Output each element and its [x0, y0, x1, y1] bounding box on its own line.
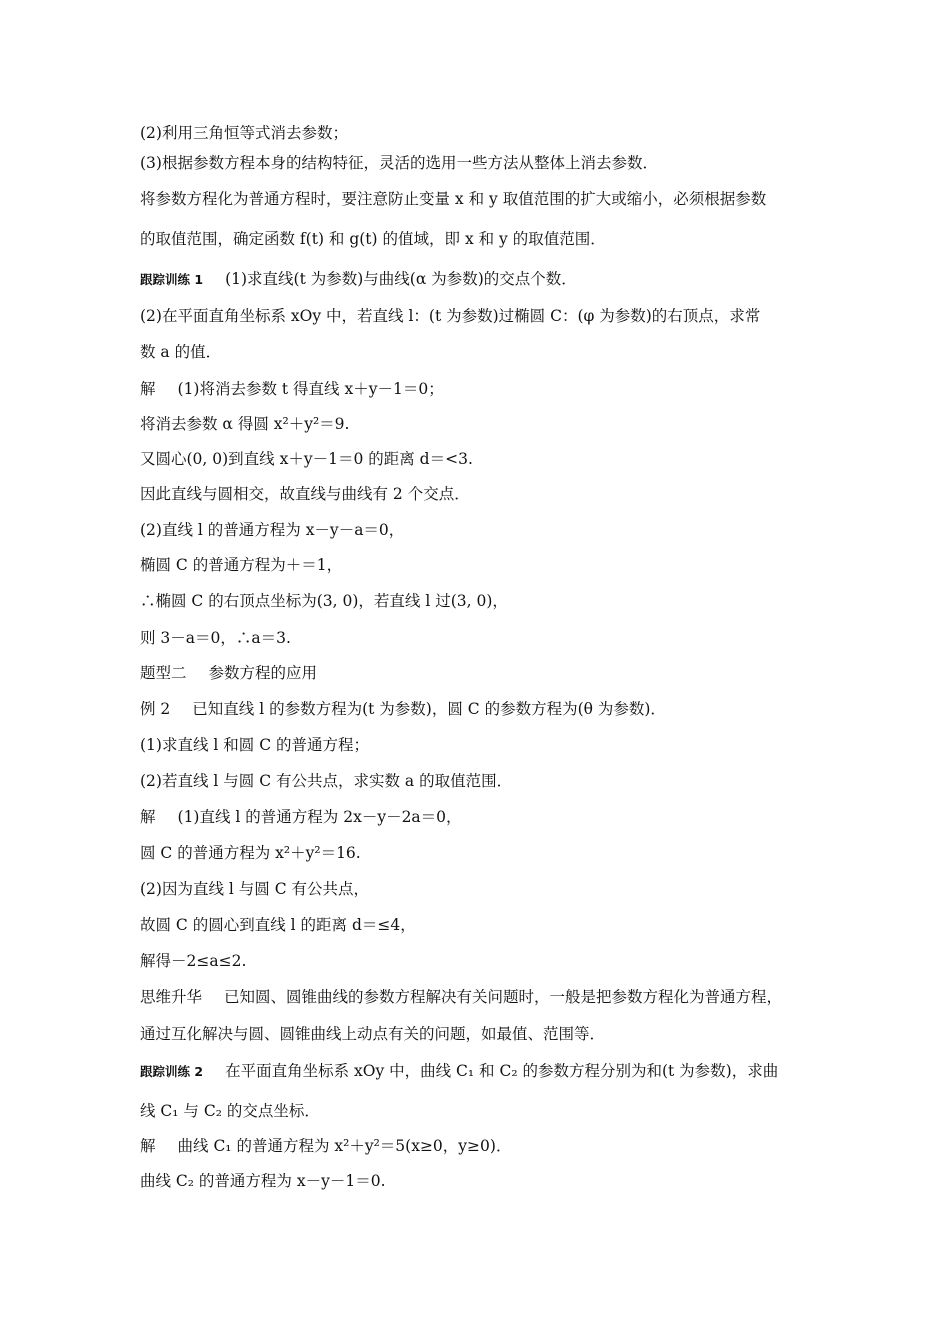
line-text: 已知圆、圆锥曲线的参数方程解决有关问题时，一般是把参数方程化为普通方程，	[224, 988, 783, 1006]
text-line	[140, 378, 444, 400]
text-line: (2)直线 l 的普通方程为 x－y－a＝0，	[140, 521, 405, 539]
text-line	[140, 1135, 511, 1157]
text-line: (3)根据参数方程本身的结构特征，灵活的选用一些方法从整体上消去参数．	[140, 154, 658, 172]
text-line: 的取值范围，确定函数 f(t) 和 g(t) 的值域，即 x 和 y 的取值范围．	[140, 230, 606, 248]
line-lead: 解	[140, 808, 156, 826]
text-line	[140, 1060, 778, 1083]
text-line	[140, 268, 577, 291]
text-line: (2)利用三角恒等式消去参数；	[140, 124, 348, 142]
text-line: 又圆心(0, 0)到直线 x＋y－1＝0 的距离 d＝<3.	[140, 450, 473, 468]
line-lead: 题型二	[140, 664, 187, 682]
text-line	[140, 806, 462, 828]
line-lead: 思维升华	[140, 988, 203, 1006]
text-line: 线 C₁ 与 C₂ 的交点坐标．	[140, 1102, 320, 1120]
exercise-tag: 跟踪训练 2	[140, 1064, 204, 1079]
text-line: 将参数方程化为普通方程时，要注意防止变量 x 和 y 取值范围的扩大或缩小，必须根据参数	[140, 190, 767, 208]
text-line: 椭圆 C 的普通方程为＋＝1，	[140, 556, 343, 574]
text-line: 故圆 C 的圆心到直线 l 的距离 d＝≤4，	[140, 916, 416, 934]
text-line: 则 3－a＝0，∴a＝3.	[140, 629, 291, 647]
text-line: 将消去参数 α 得圆 x²＋y²＝9.	[140, 415, 350, 433]
line-text: 曲线 C₁ 的普通方程为 x²＋y²＝5(x≥0，y≥0)．	[177, 1137, 512, 1155]
line-lead: 解	[140, 380, 156, 398]
line-text: (1)将消去参数 t 得直线 x＋y－1＝0；	[177, 380, 444, 398]
text-line	[140, 662, 317, 684]
line-lead: 解	[140, 1137, 156, 1155]
text-line: 曲线 C₂ 的普通方程为 x－y－1＝0.	[140, 1172, 386, 1190]
text-line: 因此直线与圆相交，故直线与曲线有 2 个交点．	[140, 485, 470, 503]
text-line: (1)求直线 l 和圆 C 的普通方程；	[140, 736, 369, 754]
line-text: 已知直线 l 的参数方程为(t 为参数)，圆 C 的参数方程为(θ 为参数)．	[192, 700, 666, 718]
line-text: 在平面直角坐标系 xOy 中，曲线 C₁ 和 C₂ 的参数方程分别为和(t 为参数)，求曲	[225, 1062, 779, 1080]
line-text: 参数方程的应用	[208, 664, 318, 682]
line-text: (1)求直线(t 为参数)与曲线(α 为参数)的交点个数．	[225, 270, 577, 288]
line-text: (1)直线 l 的普通方程为 2x－y－2a＝0，	[177, 808, 462, 826]
line-lead: 例 2	[140, 700, 171, 718]
text-line	[140, 986, 782, 1008]
exercise-tag: 跟踪训练 1	[140, 272, 204, 287]
text-line: 解得－2≤a≤2.	[140, 952, 247, 970]
text-line	[140, 698, 666, 720]
text-line: 通过互化解决与圆、圆锥曲线上动点有关的问题，如最值、范围等．	[140, 1025, 606, 1043]
text-line: 数 a 的值．	[140, 343, 222, 361]
text-line: (2)在平面直角坐标系 xOy 中，若直线 l：(t 为参数)过椭圆 C：(φ 为参数)的右顶点，求常	[140, 307, 761, 325]
text-line: (2)因为直线 l 与圆 C 有公共点，	[140, 880, 369, 898]
text-line: ∴椭圆 C 的右顶点坐标为(3, 0)，若直线 l 过(3, 0)，	[140, 592, 508, 610]
text-line: (2)若直线 l 与圆 C 有公共点，求实数 a 的取值范围．	[140, 772, 513, 790]
text-line: 圆 C 的普通方程为 x²＋y²＝16.	[140, 844, 361, 862]
